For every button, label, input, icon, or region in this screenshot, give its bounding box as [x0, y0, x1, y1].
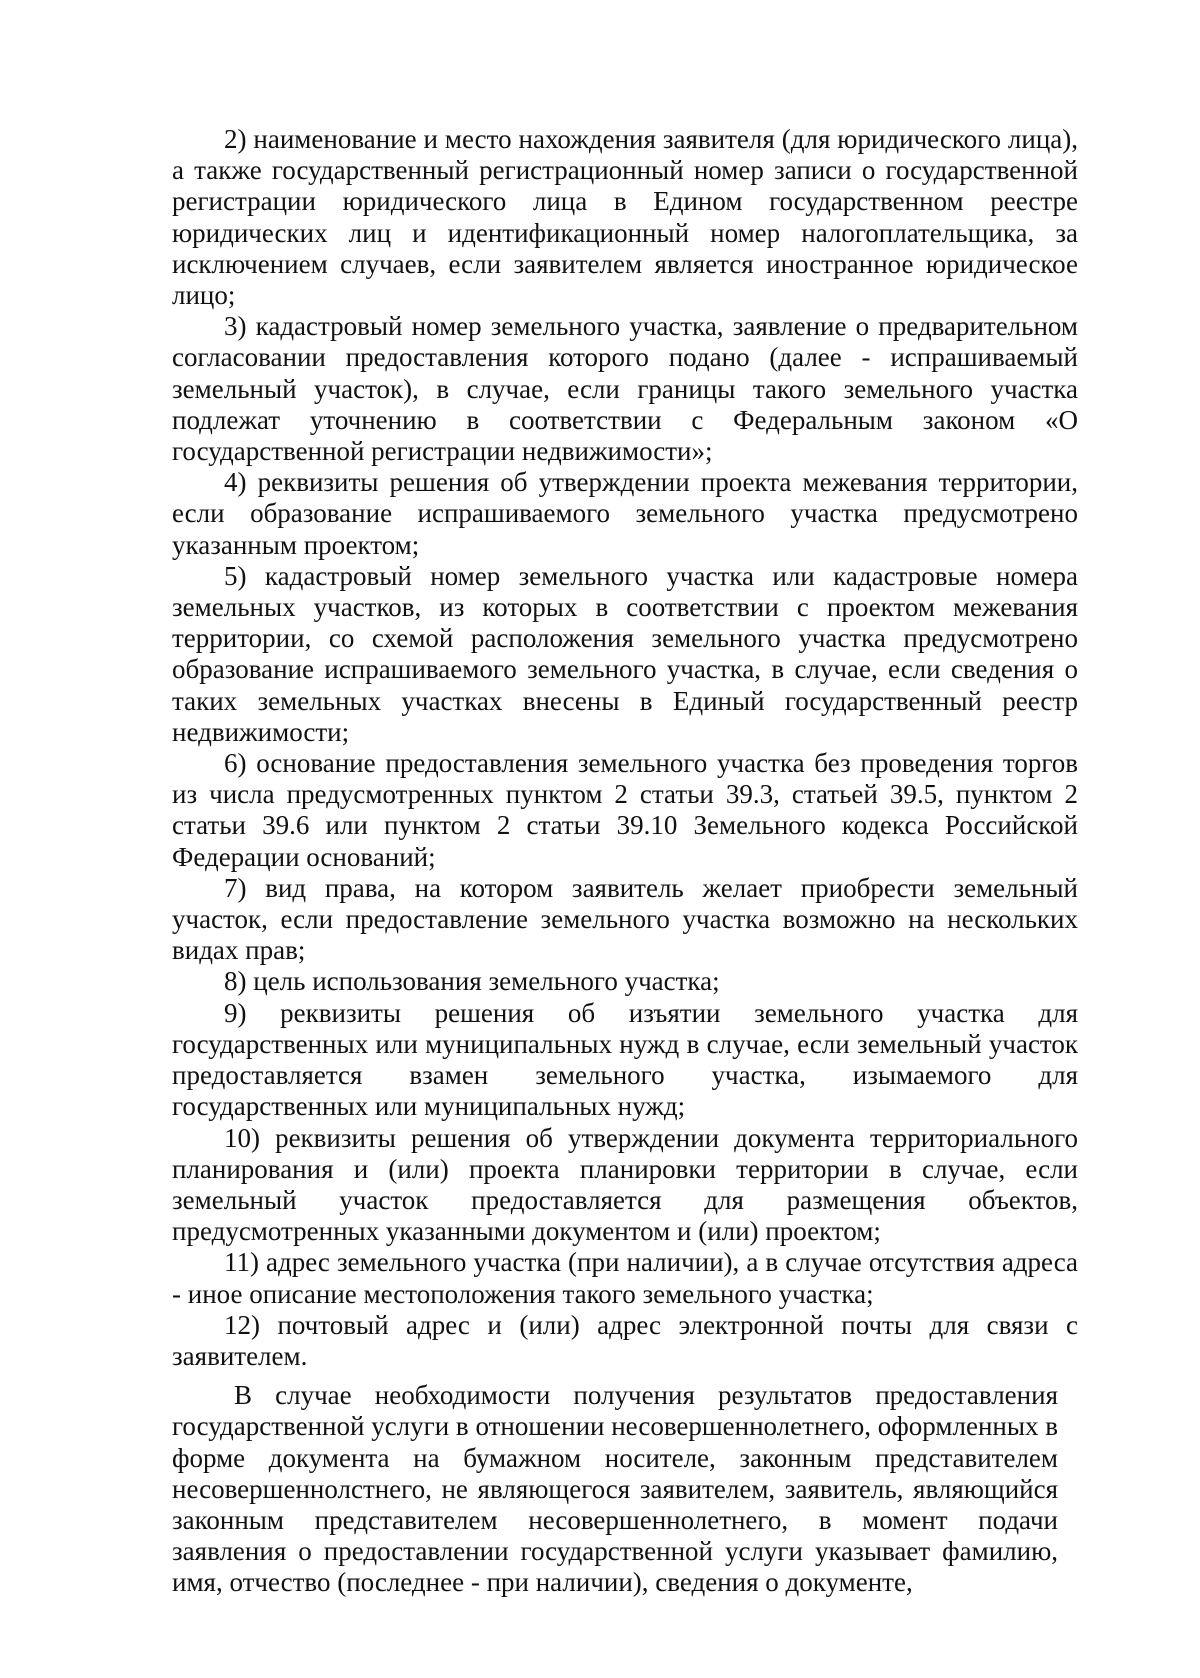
- paragraph-item-10: 10) реквизиты решения об утверждении документа территориального планирования и (или) проекта планировки территории в случае, если земельный участок предоставляется для размещения объектов, предусмотренных указанными документом и (или) проектом;: [172, 1122, 1078, 1247]
- paragraph-item-2: 2) наименование и место нахождения заявителя (для юридического лица), а также государственный регистрационный номер записи о государственной регистрации юридического лица в Едином государственном реестре юридических лиц и идентификационный номер налогоплательщика, за исключением случаев, если заявителем является иностранное юридическое лицо;: [172, 124, 1078, 311]
- document-body: [172, 124, 1078, 1599]
- paragraph-item-9: 9) реквизиты решения об изъятии земельного участка для государственных или муниципальных нужд в случае, если земельный участок предоставляется взамен земельного участка, изымаемого для государственных или муниципальных нужд;: [172, 997, 1078, 1122]
- paragraph-item-8: 8) цель использования земельного участка;: [224, 966, 720, 997]
- paragraph-minor-representative: В случае необходимости получения результатов предоставления государственной услуги в отношении несовершеннолетнего, оформленных в форме документа на бумажном носителе, законным представителем несовершеннолстнего, не являющегося заявителем, заявитель, являющийся законным представителем несовершеннолетнего, в момент подачи заявления о предоставлении государственной услуги указывает фамилию, имя, отчество (последнее - при наличии), сведения о документе,: [172, 1380, 1058, 1598]
- paragraph-item-11: 11) адрес земельного участка (при наличии), а в случае отсутствия адреса - иное описание местоположения такого земельного участка;: [172, 1247, 1078, 1309]
- paragraph-item-4: 4) реквизиты решения об утверждении проекта межевания территории, если образование испрашиваемого земельного участка предусмотрено указанным проектом;: [172, 467, 1078, 560]
- paragraph-item-6: 6) основание предоставления земельного участка без проведения торгов из числа предусмотренных пунктом 2 статьи 39.3, статьей 39.5, пунктом 2 статьи 39.6 или пунктом 2 статьи 39.10 Земельного кодекса Российской Федерации оснований;: [172, 748, 1078, 872]
- paragraph-item-5: 5) кадастровый номер земельного участка или кадастровые номера земельных участков, из которых в соответствии с проектом межевания территории, со схемой расположения земельного участка предусмотрено образование испрашиваемого земельного участка, в случае, если сведения о таких земельных участках внесены в Единый государственный реестр недвижимости;: [172, 560, 1078, 747]
- paragraph-item-12: 12) почтовый адрес и (или) адрес электронной почты для связи с заявителем.: [172, 1309, 1078, 1371]
- paragraph-item-7: 7) вид права, на котором заявитель желает приобрести земельный участок, если предоставление земельного участка возможно на нескольких видах прав;: [172, 872, 1078, 966]
- paragraph-item-3: 3) кадастровый номер земельного участка, заявление о предварительном согласовании предоставления которого подано (далее - испрашиваемый земельный участок), в случае, если границы такого земельного участка подлежат уточнению в соответствии с Федеральным законом «О государственной регистрации недвижимости»;: [172, 311, 1078, 467]
